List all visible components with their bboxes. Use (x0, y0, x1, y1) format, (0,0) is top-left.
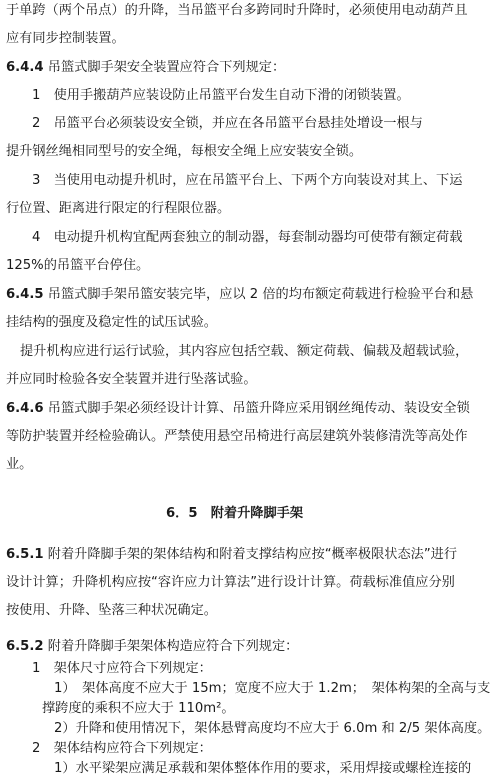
clause-text: 附着升降脚手架架体构造应符合下列规定： (47, 639, 299, 654)
text-line: 等防护装置并经检验确认。严禁使用悬空吊椅进行高层建筑外装修清洗等高处作 (6, 429, 468, 444)
text-line: 按使用、升降、坠落三种状况确定。 (6, 603, 217, 618)
clause-text: 吊篮式脚手架必须经设计计算、吊篮升降应采用钢丝绳传动、装设安全锁 (47, 401, 470, 416)
section-heading: 6．5 附着升降脚手架 (166, 506, 304, 521)
clause-number: 6.5.1 (6, 547, 44, 562)
clause-text: 吊篮式脚手架吊篮安装完毕，应以 2 倍的均布额定荷载进行检验平台和悬 (47, 287, 474, 302)
clause-text: 吊篮式脚手架安全装置应符合下列规定： (47, 60, 286, 75)
list-item: 4 电动提升机构宜配两套独立的制动器，每套制动器均可使带有额定荷载 (32, 230, 463, 245)
clause-number: 6.4.6 (6, 401, 44, 416)
clause-6-4-5 (6, 286, 473, 304)
clause-text: 附着升降脚手架的架体结构和附着支撑结构应按“概率极限状态法”进行 (47, 547, 458, 562)
text-line: 提升钢丝绳相同型号的安全绳，每根安全绳上应安装安全锁。 (6, 144, 363, 159)
sub-item: 1） 架体高度不应大于 15m；宽度不应大于 1.2m； 架体构架的全高与支 (54, 681, 491, 696)
text-line: 设计计算；升降机构应按“容许应力计算法”进行设计计算。荷载标准值应分别 (6, 575, 455, 590)
list-item: 1 使用手搬葫芦应装设防止吊篮平台发生自动下滑的闭锁装置。 (32, 88, 410, 103)
text-line: 并应同时检验各安全装置并进行坠落试验。 (6, 372, 257, 387)
text-line: 业。 (6, 457, 33, 472)
clause-6-4-4 (6, 59, 285, 77)
clause-6-5-2 (6, 638, 298, 656)
list-item: 2 架体结构应符合下列规定： (32, 741, 212, 756)
list-item: 1 架体尺寸应符合下列规定： (32, 661, 212, 676)
text-line: 提升机构应进行运行试验，其内容应包括空载、额定荷载、偏载及超载试验， (20, 344, 469, 359)
text-line: 应有同步控制装置。 (6, 31, 125, 46)
clause-6-4-6 (6, 400, 470, 418)
text-line: 行位置、距离进行限定的行程限位器。 (6, 201, 231, 216)
text-line: 于单跨（两个吊点）的升降，当吊篮平台多跨同时升降时，必须使用电动葫芦且 (6, 3, 468, 18)
sub-item: 1）水平梁架应满足承载和架体整体作用的要求，采用焊接或螺栓连接的 (54, 761, 472, 776)
clause-number: 6.4.4 (6, 60, 44, 75)
clause-number: 6.5.2 (6, 639, 44, 654)
sub-item: 2）升降和使用情况下，架体悬臂高度均不应大于 6.0m 和 2/5 架体高度。 (54, 721, 491, 736)
list-item: 3 当使用电动提升机时，应在吊篮平台上、下两个方向装设对其上、下运 (32, 173, 463, 188)
clause-6-5-1 (6, 546, 457, 564)
text-line: 125%的吊篮平台停住。 (6, 258, 150, 273)
clause-number: 6.4.5 (6, 287, 44, 302)
text-line: 撑跨度的乘积不应大于 110m²。 (42, 701, 235, 716)
text-line: 挂结构的强度及稳定性的试压试验。 (6, 315, 217, 330)
list-item: 2 吊篮平台必须装设安全锁，并应在各吊篮平台悬挂处增设一根与 (32, 116, 423, 131)
